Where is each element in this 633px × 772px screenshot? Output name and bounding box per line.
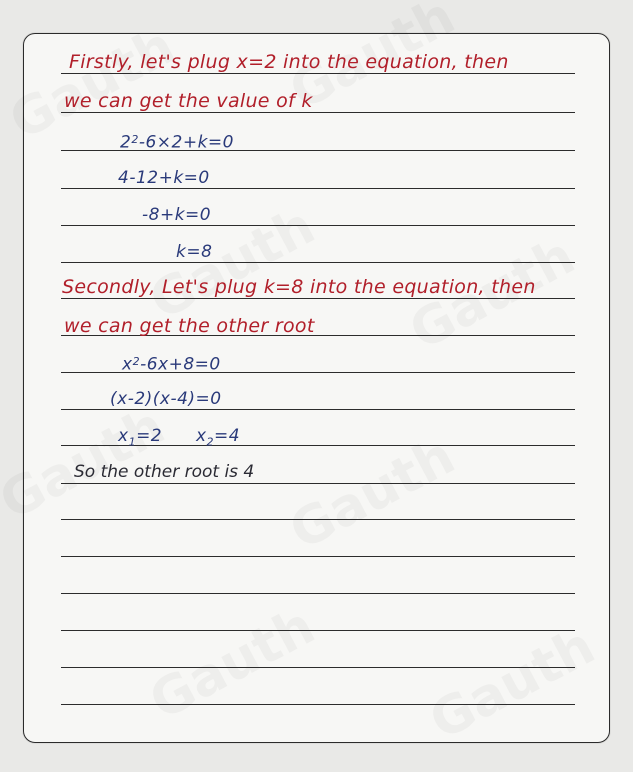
equation-5-base: x	[122, 354, 133, 375]
ruled-line	[61, 188, 575, 189]
ruled-line	[61, 593, 575, 594]
ruled-line	[61, 262, 575, 263]
text-line-1: Firstly, let's plug x=2 into the equation, then	[69, 51, 509, 73]
text-line-4: we can get the other root	[64, 315, 315, 337]
conclusion-line: So the other root is 4	[74, 462, 255, 482]
ruled-line	[61, 630, 575, 631]
ruled-line	[61, 519, 575, 520]
root-2-var: x	[195, 426, 207, 446]
equation-1-exponent: 2	[131, 133, 139, 146]
ruled-line	[61, 73, 575, 74]
root-2-val: =4	[214, 426, 241, 446]
root-1-var: x	[118, 426, 129, 446]
text-line-3: Secondly, Let's plug k=8 into the equation, then	[62, 276, 536, 298]
equation-7	[118, 428, 240, 447]
ruled-line	[61, 298, 575, 299]
equation-5-rest: -6x+8=0	[140, 354, 221, 375]
ruled-line	[61, 704, 575, 705]
ruled-line	[61, 556, 575, 557]
ruled-line	[61, 112, 575, 113]
watermark-7	[140, 596, 324, 732]
equation-5-exponent: 2	[132, 355, 141, 368]
equation-3: -8+k=0	[142, 205, 212, 225]
root-2-sub: 2	[206, 435, 214, 449]
watermark-8	[420, 616, 604, 752]
equation-4: k=8	[176, 242, 213, 262]
equation-6: (x-2)(x-4)=0	[110, 389, 222, 409]
root-1-sub: 1	[128, 435, 137, 449]
root-1-val: =2	[136, 426, 163, 446]
equation-2: 4-12+k=0	[118, 168, 210, 188]
equation-1	[120, 132, 234, 152]
ruled-line	[61, 409, 575, 410]
notebook-page	[23, 33, 610, 743]
equation-5	[122, 354, 221, 374]
ruled-line	[61, 225, 575, 226]
ruled-line	[61, 667, 575, 668]
equation-1-rest: -6×2+k=0	[138, 132, 234, 153]
ruled-line	[61, 483, 575, 484]
text-line-2: we can get the value of k	[64, 90, 313, 112]
equation-1-base: 2	[120, 132, 132, 153]
watermark-6	[280, 426, 464, 562]
